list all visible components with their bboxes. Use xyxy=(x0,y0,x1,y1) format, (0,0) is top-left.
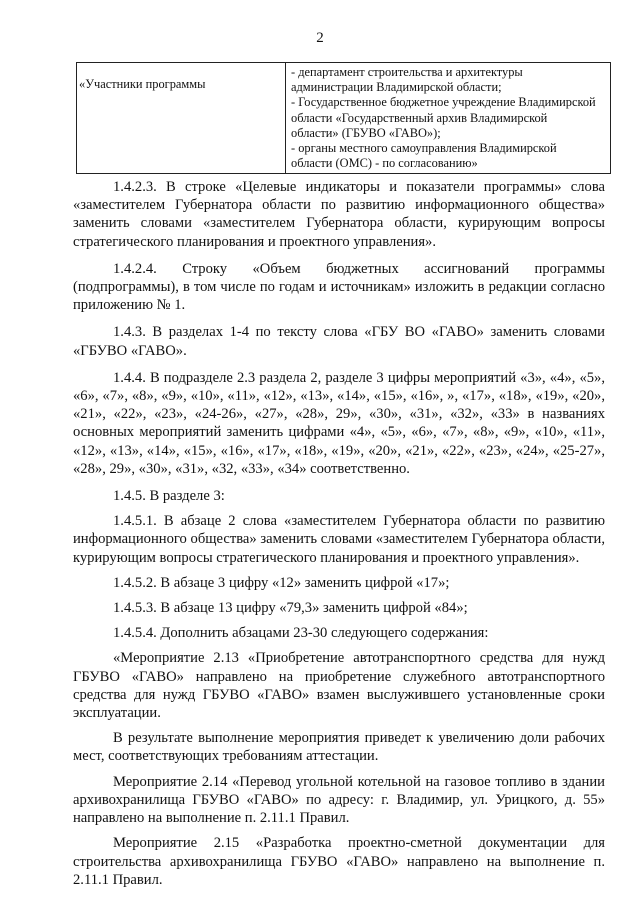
participant-line: - органы местного самоуправления Владимирской xyxy=(291,141,557,156)
paragraph-1-4-5-4: 1.4.5.4. Дополнить абзацами 23-30 следующего содержания: xyxy=(113,625,489,642)
participant-line: области (ОМС) - по согласованию» xyxy=(291,156,478,171)
paragraph-1-4-5: 1.4.5. В разделе 3: xyxy=(113,488,225,505)
paragraph-1-4-2-3: 1.4.2.3. В строке «Целевые индикаторы и показатели программы» слова «заместителем Губернатора области по развитию информационного общества» заменить словами «заместителем Губернатора области, курирующим вопросы стратегического планирования и проектного управления». xyxy=(73,179,605,250)
participant-line: администрации Владимирской области; xyxy=(291,80,502,95)
paragraph-measure-2-13: «Мероприятие 2.13 «Приобретение автотранспортного средства для нужд ГБУВО «ГАВО» направлено на приобретение служебного автотранспортного средства для нужд ГБУВО «ГАВО» взамен выслужившего установленные сроки эксплуатации. xyxy=(73,650,605,722)
paragraph-measure-2-14: Мероприятие 2.14 «Перевод угольной котельной на газовое топливо в здании архивохранилища ГБУВО «ГАВО» по адресу: г. Владимир, ул. Урицкого, д. 55» направлено на выполнение п. 2.11.1 Правил. xyxy=(73,773,605,827)
participant-line: области «Государственный архив Владимирской xyxy=(291,110,548,125)
paragraph-1-4-2-4: 1.4.2.4. Строку «Объем бюджетных ассигнований программы (подпрограммы), в том числе по годам и источникам» изложить в редакции согласно приложению № 1. xyxy=(73,260,605,314)
paragraph-1-4-4: 1.4.4. В подразделе 2.3 раздела 2, разделе 3 цифры мероприятий «3», «4», «5», «6», «7», «8», «9», «10», «11», «12», «13», «14», «15», «16», », «17», «18», «19», «20», «21», «22», «23», «24-26», «27», «28», 29», «30», «31», «32», «33» в названиях основных мероприятий заменить цифрами «4», «5», «6», «7», «8», «9», «10», «11», «12», «13», «14», «15», «16», «17», «18», «19», «20», «21», «22», «23», «24», «25-27», «28», 29», «30», «31», «32, «33», «34» соответственно. xyxy=(73,369,605,477)
paragraph-1-4-5-2: 1.4.5.2. В абзаце 3 цифру «12» заменить цифрой «17»; xyxy=(113,574,450,591)
participant-line: - департамент строительства и архитектуры xyxy=(291,65,523,79)
participant-line: области» (ГБУВО «ГАВО»); xyxy=(291,125,441,140)
paragraph-1-4-5-3: 1.4.5.3. В абзаце 13 цифру «79,3» заменить цифрой «84»; xyxy=(113,600,468,617)
paragraph-1-4-5-1: 1.4.5.1. В абзаце 2 слова «заместителем Губернатора области по развитию информационного общества» заменить словами «заместителем Губернатора области, курирующим вопросы стратегического планирования и проектного управления». xyxy=(73,513,605,566)
program-passport-table xyxy=(76,62,611,174)
document-body xyxy=(73,178,605,896)
row-label-cell: «Участники программы xyxy=(77,63,286,174)
paragraph-1-4-3: 1.4.3. В разделах 1-4 по тексту слова «ГБУ ВО «ГАВО» заменить словами «ГБУВО «ГАВО». xyxy=(73,324,605,359)
row-value-cell xyxy=(286,63,611,174)
participant-line: - Государственное бюджетное учреждение Владимирской xyxy=(291,95,596,110)
paragraph-measure-2-15: Мероприятие 2.15 «Разработка проектно-сметной документации для строительства архивохранилища ГБУВО «ГАВО» направлено на выполнение п. 2.11.1 Правил. xyxy=(73,835,605,888)
paragraph-result: В результате выполнение мероприятия приведет к увеличению доли рабочих мест, соответствующих требованиям аттестации. xyxy=(73,730,605,765)
page-number: 2 xyxy=(316,30,324,46)
table-row xyxy=(77,63,611,174)
